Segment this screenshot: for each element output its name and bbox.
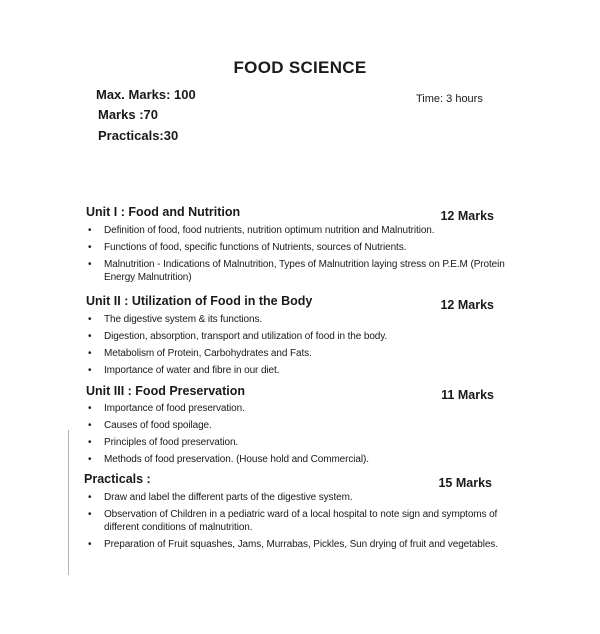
list-item: • Causes of food spoilage.: [86, 419, 506, 432]
list-item: • Principles of food preservation.: [86, 436, 506, 449]
list-item: • Preparation of Fruit squashes, Jams, Murrabas, Pickles, Sun drying of fruit and vegetables.: [86, 538, 506, 551]
unit-1-title: Unit I : Food and Nutrition: [86, 205, 241, 219]
practical-marks: Practicals:30: [98, 128, 179, 143]
practicals-topics: [86, 491, 506, 555]
list-item: • Definition of food, food nutrients, nutrition optimum nutrition and Malnutrition.: [86, 224, 506, 237]
practicals-heading: [84, 472, 492, 490]
unit-1-topics: [86, 224, 506, 288]
unit-2-title: Unit II : Utilization of Food in the Body: [86, 294, 313, 308]
list-item: • Importance of water and fibre in our diet.: [86, 364, 506, 377]
page-margin-line: [68, 430, 69, 575]
list-item: • Digestion, absorption, transport and utilization of food in the body.: [86, 330, 506, 343]
practicals-marks: 15 Marks: [438, 476, 492, 490]
unit-3-marks: 11 Marks: [441, 388, 494, 402]
unit-3-topics: [86, 402, 506, 470]
theory-marks: Marks :70: [98, 107, 158, 122]
list-item: • Methods of food preservation. (House hold and Commercial).: [86, 453, 506, 466]
unit-2-marks: 12 Marks: [440, 298, 494, 312]
list-item: • Functions of food, specific functions of Nutrients, sources of Nutrients.: [86, 241, 506, 254]
max-marks: Max. Marks: 100: [96, 87, 196, 102]
unit-1-heading: [86, 205, 494, 223]
unit-2-topics: [86, 313, 506, 381]
list-item: • The digestive system & its functions.: [86, 313, 506, 326]
list-item: • Observation of Children in a pediatric ward of a local hospital to note sign and symptoms of different conditions of malnutrition.: [86, 508, 506, 534]
list-item: • Metabolism of Protein, Carbohydrates and Fats.: [86, 347, 506, 360]
unit-3-heading: [86, 384, 494, 402]
list-item: • Draw and label the different parts of the digestive system.: [86, 491, 506, 504]
unit-3-title: Unit III : Food Preservation: [86, 384, 246, 398]
list-item: • Malnutrition - Indications of Malnutrition, Types of Malnutrition laying stress on P.E.M (Protein Energy Malnutrition): [86, 258, 506, 284]
exam-time: Time: 3 hours: [416, 93, 483, 105]
unit-1-marks: 12 Marks: [440, 209, 494, 223]
page-title: FOOD SCIENCE: [233, 58, 367, 77]
list-item: • Importance of food preservation.: [86, 402, 506, 415]
unit-2-heading: [86, 294, 494, 312]
practicals-title: Practicals :: [84, 472, 151, 486]
